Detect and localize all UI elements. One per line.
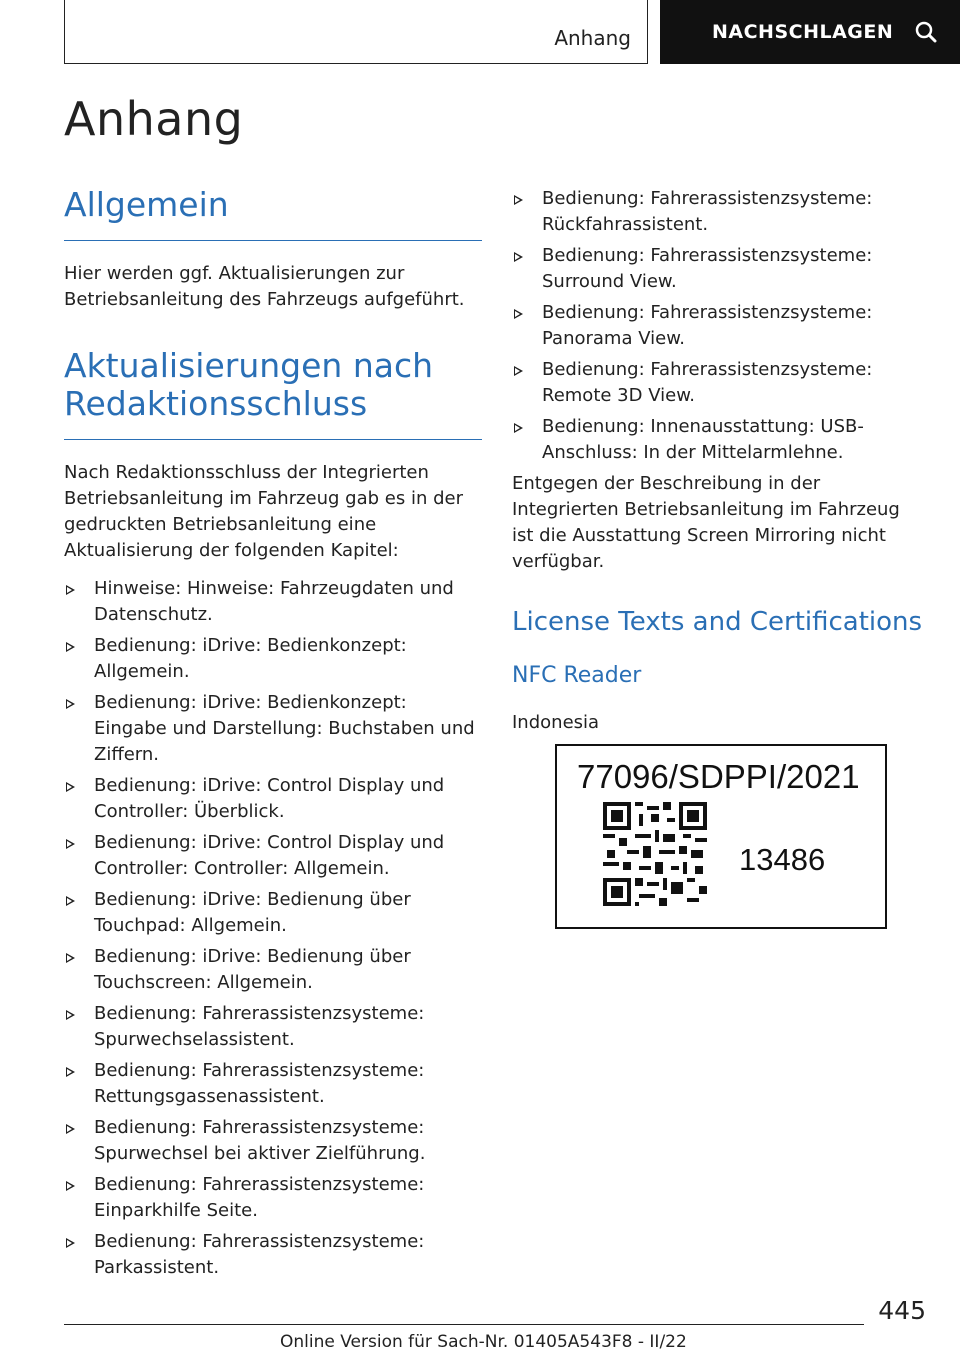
search-icon[interactable] [915,21,937,43]
triangle-bullet-icon [66,1010,75,1020]
certification-number: 13486 [739,842,826,877]
page-title: Anhang [64,92,244,146]
update-chapter-list-continued [512,186,926,466]
triangle-bullet-icon [514,423,523,433]
nav-label: NACHSCHLAGEN [712,21,894,43]
nachschlagen-nav-button[interactable] [660,0,960,64]
triangle-bullet-icon [66,1181,75,1191]
screen-mirroring-note: Entgegen der Beschreibung in der Integrierten Betriebsanleitung im Fahrzeug ist die Ausstattung Screen Mirroring nicht verfügbar. [512,473,900,572]
triangle-bullet-icon [514,366,523,376]
triangle-bullet-icon [66,699,75,709]
list-item: Bedienung: Fahrerassistenzsysteme: Rückfahrassistent. [512,186,926,238]
triangle-bullet-icon [66,1238,75,1248]
triangle-bullet-icon [66,782,75,792]
triangle-bullet-icon [66,642,75,652]
list-item: Bedienung: Fahrerassistenzsysteme: Panorama View. [512,300,926,352]
triangle-bullet-icon [514,195,523,205]
list-item: Bedienung: iDrive: Bedienung über Touchpad: Allgemein. [64,887,482,939]
certification-code: 77096/SDPPI/2021 [577,758,860,795]
triangle-bullet-icon [514,309,523,319]
right-column [512,186,926,736]
aktualisierungen-intro: Nach Redaktionsschluss der Integrierten Betriebsanleitung im Fahrzeug gab es in der gedruckten Betriebsanleitung eine Aktualisierung der folgenden Kapitel: [64,462,463,561]
triangle-bullet-icon [66,585,75,595]
footer-text: Online Version für Sach-Nr. 01405A543F8 - II/22 [280,1332,687,1352]
list-item: Bedienung: iDrive: Bedienung über Touchscreen: Allgemein. [64,944,482,996]
list-item: Bedienung: Fahrerassistenzsysteme: Surround View. [512,243,926,295]
header-section-title: Anhang [554,26,631,50]
triangle-bullet-icon [66,896,75,906]
country-label: Indonesia [512,712,600,733]
list-item: Bedienung: Fahrerassistenzsysteme: Remote 3D View. [512,357,926,409]
left-column [64,186,482,1286]
triangle-bullet-icon [514,252,523,262]
header-section-box [64,0,648,64]
triangle-bullet-icon [66,1067,75,1077]
page-number: 445 [878,1296,926,1325]
update-chapter-list [64,576,482,1281]
list-item: Bedienung: Fahrerassistenzsysteme: Spurwechselassistent. [64,1001,482,1053]
aktualisierungen-heading [64,347,482,440]
list-item: Hinweise: Hinweise: Fahrzeugdaten und Datenschutz. [64,576,482,628]
list-item: Bedienung: Innenausstattung: USB-Anschluss: In der Mittelarmlehne. [512,414,926,466]
list-item: Bedienung: iDrive: Bedienkonzept: Allgemein. [64,633,482,685]
list-item: Bedienung: Fahrerassistenzsysteme: Parkassistent. [64,1229,482,1281]
qr-code-icon [603,802,707,906]
list-item: Bedienung: iDrive: Bedienkonzept: Eingabe und Darstellung: Buchstaben und Ziffern. [64,690,482,768]
list-item: Bedienung: iDrive: Control Display und Controller: Überblick. [64,773,482,825]
list-item: Bedienung: Fahrerassistenzsysteme: Spurwechsel bei aktiver Zielführung. [64,1115,482,1167]
triangle-bullet-icon [66,953,75,963]
allgemein-text: Hier werden ggf. Aktualisierungen zur Betriebsanleitung des Fahrzeugs aufgeführt. [64,263,465,310]
certification-label [555,744,887,929]
footer-divider [64,1324,864,1325]
nfc-reader-heading: NFC Reader [512,663,642,688]
license-heading: License Texts and Certifications [512,607,923,637]
list-item: Bedienung: Fahrerassistenzsysteme: Einparkhilfe Seite. [64,1172,482,1224]
triangle-bullet-icon [66,839,75,849]
aktualisierungen-heading-line2: Redaktionsschluss [64,384,368,423]
allgemein-heading: Allgemein [64,186,482,241]
list-item: Bedienung: Fahrerassistenzsysteme: Rettungsgassenassistent. [64,1058,482,1110]
triangle-bullet-icon [66,1124,75,1134]
list-item: Bedienung: iDrive: Control Display und Controller: Controller: Allgemein. [64,830,482,882]
aktualisierungen-heading-line1: Aktualisierungen nach [64,346,434,385]
